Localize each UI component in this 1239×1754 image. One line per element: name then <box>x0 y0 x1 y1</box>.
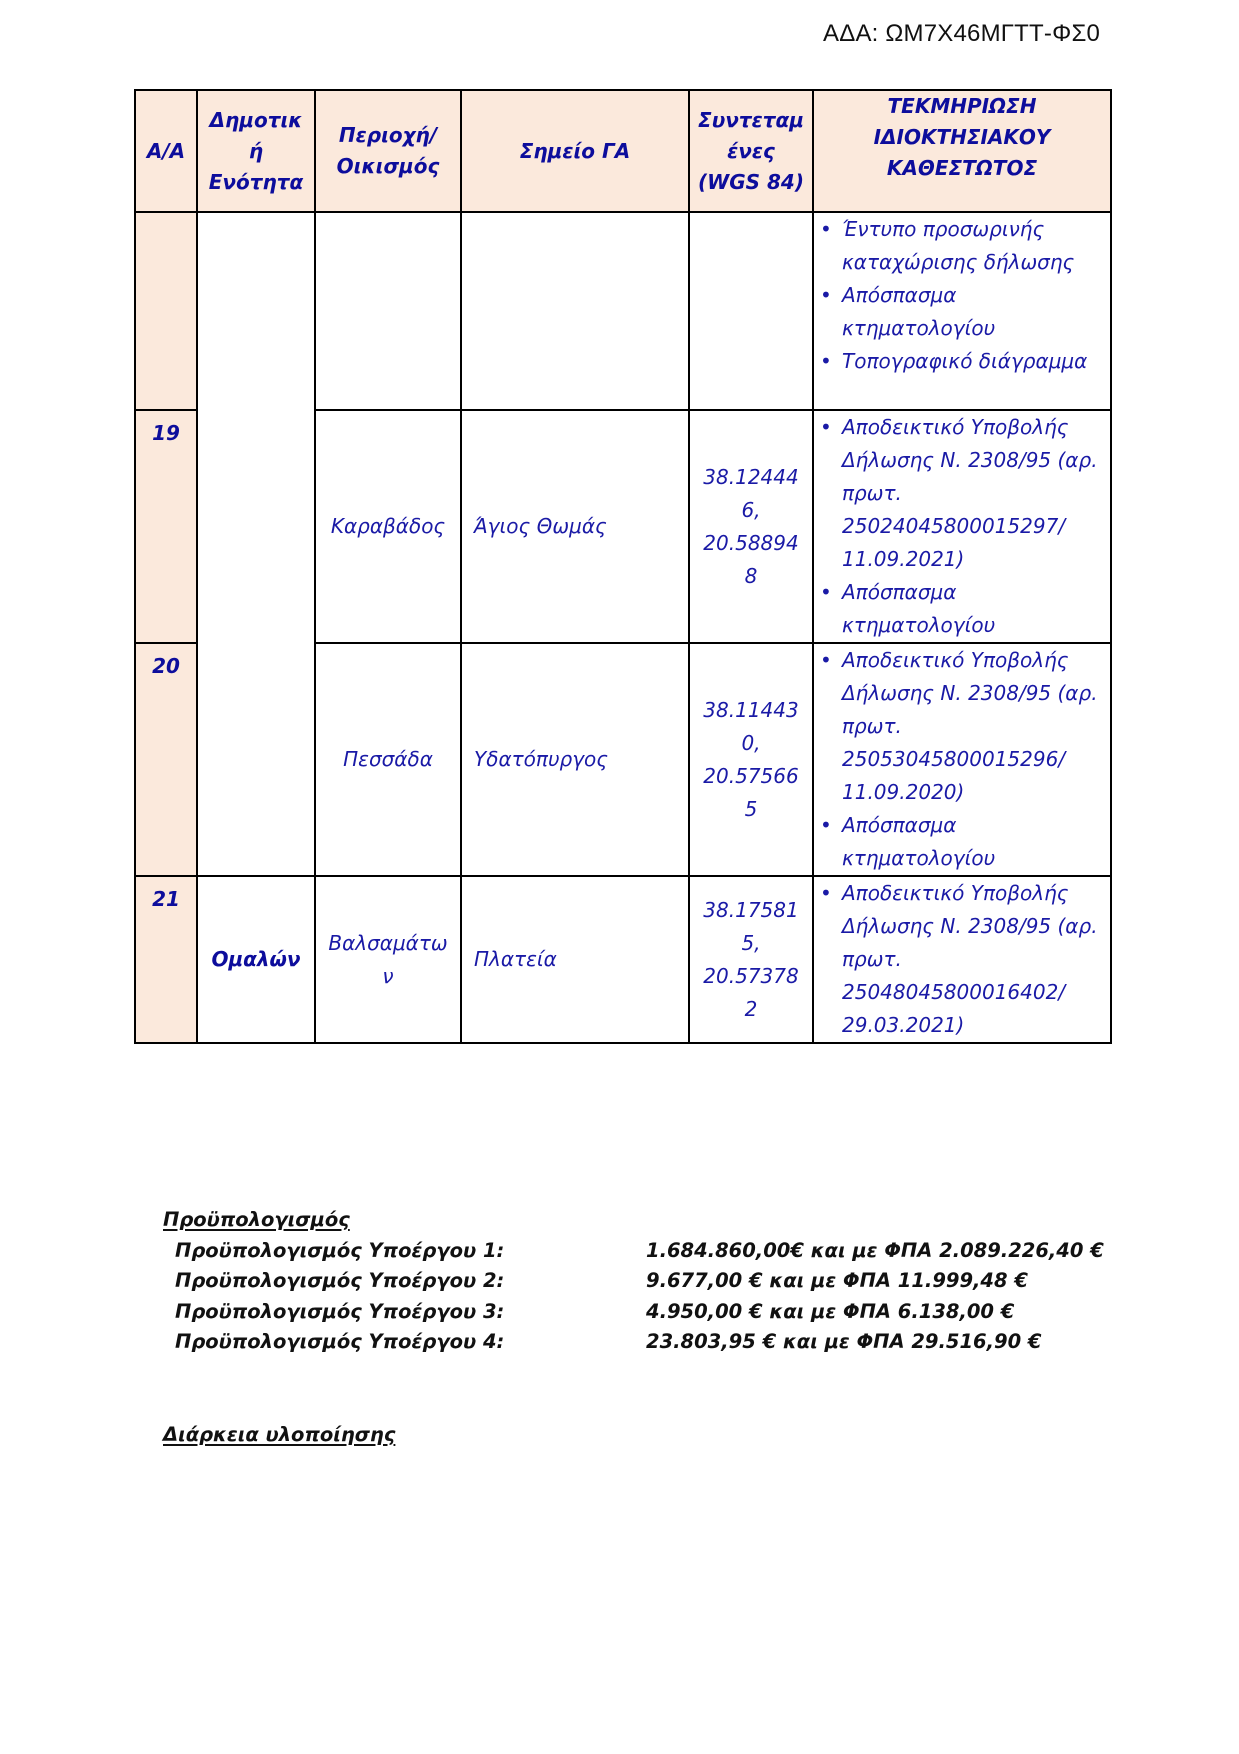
cell-aa: 21 <box>135 876 197 1043</box>
doc-item: • Απόσπασμα κτηματολογίου <box>842 809 1104 875</box>
cell-point <box>461 212 689 410</box>
doc-item: • Έντυπο προσωρινής καταχώρισης δήλωσης <box>842 213 1104 279</box>
docs-list <box>820 411 1104 642</box>
docs-list <box>820 644 1104 875</box>
cell-docs <box>813 876 1111 1043</box>
cell-docs <box>813 410 1111 643</box>
cell-area <box>315 212 461 410</box>
cell-area: Πεσσάδα <box>315 643 461 876</box>
budget-heading: Προϋπολογισμός <box>163 1208 350 1231</box>
cell-coords <box>689 212 813 410</box>
col-header-aa: Α/Α <box>135 90 197 212</box>
cell-point: Άγιος Θωμάς <box>461 410 689 643</box>
budget-label: Προϋπολογισμός Υποέργου 4: <box>175 1330 505 1353</box>
doc-item: • Τοπογραφικό διάγραμμα <box>842 345 1104 378</box>
table-row <box>135 212 1111 410</box>
budget-label: Προϋπολογισμός Υποέργου 3: <box>175 1299 505 1323</box>
doc-item: • Αποδεικτικό Υποβολής Δήλωσης Ν. 2308/95 (αρ. πρωτ. 25024045800015297/ 11.09.2021) <box>842 411 1104 576</box>
budget-row <box>163 1327 1104 1358</box>
col-header-point: Σημείο ΓΑ <box>461 90 689 212</box>
docs-list <box>820 213 1104 378</box>
cell-coords: 38.11443 0, 20.57566 5 <box>689 643 813 876</box>
cell-point: Υδατόπυργος <box>461 643 689 876</box>
budget-row <box>163 1297 1104 1328</box>
budget-value: 9.677,00 € και με ΦΠΑ 11.999,48 € <box>646 1269 1028 1292</box>
cell-unit: Ομαλών <box>197 876 315 1043</box>
cell-area: Βαλσαμάτω ν <box>315 876 461 1043</box>
col-header-area: Περιοχή/ Οικισμός <box>315 90 461 212</box>
ada-code: ΑΔΑ: ΩΜ7Χ46ΜΓΤΤ-ΦΣ0 <box>823 20 1101 47</box>
cell-aa <box>135 212 197 410</box>
cell-coords: 38.17581 5, 20.57378 2 <box>689 876 813 1043</box>
cell-docs <box>813 212 1111 410</box>
budget-value: 4.950,00 € και με ΦΠΑ 6.138,00 € <box>646 1299 1015 1323</box>
col-header-coords: Συντεταμ ένες (WGS 84) <box>689 90 813 212</box>
col-header-ownership: ΤΕΚΜΗΡΙΩΣΗ ΙΔΙΟΚΤΗΣΙΑΚΟΥ ΚΑΘΕΣΤΩΤΟΣ <box>813 90 1111 212</box>
cell-coords: 38.12444 6, 20.58894 8 <box>689 410 813 643</box>
budget-row <box>163 1266 1104 1297</box>
cell-aa: 20 <box>135 643 197 876</box>
property-status-table <box>134 89 1112 1044</box>
doc-item: • Αποδεικτικό Υποβολής Δήλωσης Ν. 2308/95 (αρ. πρωτ. 25053045800015296/ 11.09.2020) <box>842 644 1104 809</box>
doc-item: • Απόσπασμα κτηματολογίου <box>842 279 1104 345</box>
table-row <box>135 876 1111 1043</box>
duration-heading: Διάρκεια υλοποίησης <box>163 1423 396 1446</box>
cell-point: Πλατεία <box>461 876 689 1043</box>
budget-label: Προϋπολογισμός Υποέργου 1: <box>175 1238 505 1262</box>
budget-value: 1.684.860,00€ και με ΦΠΑ 2.089.226,40 € <box>646 1238 1104 1262</box>
cell-docs <box>813 643 1111 876</box>
budget-value: 23.803,95 € και με ΦΠΑ 29.516,90 € <box>646 1330 1042 1353</box>
table-header-row <box>135 90 1111 212</box>
col-header-unit: Δημοτικ ή Ενότητα <box>197 90 315 212</box>
budget-section <box>163 1205 1104 1358</box>
docs-list <box>820 877 1104 1042</box>
cell-unit <box>197 212 315 876</box>
budget-label: Προϋπολογισμός Υποέργου 2: <box>175 1269 505 1292</box>
doc-item: • Απόσπασμα κτηματολογίου <box>842 576 1104 642</box>
doc-item: • Αποδεικτικό Υποβολής Δήλωσης Ν. 2308/95 (αρ. πρωτ. 25048045800016402/ 29.03.2021) <box>842 877 1104 1042</box>
budget-row <box>163 1236 1104 1267</box>
cell-area: Καραβάδος <box>315 410 461 643</box>
cell-aa: 19 <box>135 410 197 643</box>
